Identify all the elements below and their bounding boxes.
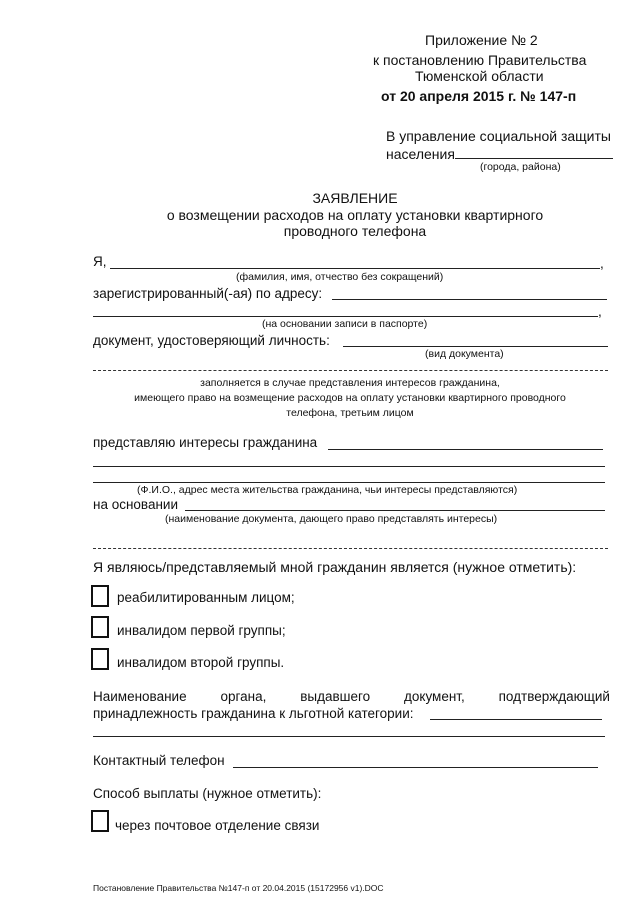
authority-word-2: органа, xyxy=(220,689,267,704)
passport-hint: (на основании записи в паспорте) xyxy=(262,318,428,330)
addressee-field[interactable] xyxy=(455,158,613,159)
basis-label: на основании xyxy=(93,497,179,512)
representative-note-3: телефона, третьим лицом xyxy=(286,407,414,419)
address-field[interactable] xyxy=(332,299,607,300)
basis-field[interactable] xyxy=(185,510,605,511)
authority-word-3: выдавшего xyxy=(300,689,371,704)
identity-document-hint: (вид документа) xyxy=(425,348,504,360)
rehabilitated-label: реабилитированным лицом; xyxy=(117,590,295,605)
disability-group-2-checkbox[interactable] xyxy=(91,648,109,670)
payment-method-question: Способ выплаты (нужное отметить): xyxy=(93,786,322,801)
authority-word-1: Наименование xyxy=(93,689,187,704)
decree-date-number: от 20 апреля 2015 г. № 147-п xyxy=(381,88,577,104)
document-footer: Постановление Правительства №147-п от 20.04.2015 (15172956 v1).DOC xyxy=(93,883,384,893)
name-comma: , xyxy=(600,256,604,271)
address-field-line2[interactable] xyxy=(93,316,598,317)
identity-document-label: документ, удостоверяющий личность: xyxy=(93,333,330,348)
i-label: Я, xyxy=(93,254,107,269)
issuing-authority-field[interactable] xyxy=(430,719,602,720)
representative-note-1: заполняется в случае представления интересов гражданина, xyxy=(200,377,500,389)
authority-word-5: подтверждающий xyxy=(498,689,610,704)
registered-address-label: зарегистрированный(-ая) по адресу: xyxy=(93,286,323,301)
basis-hint: (наименование документа, дающего право представлять интересы) xyxy=(165,513,498,525)
status-question: Я являюсь/представляемый мной гражданин является (нужное отметить): xyxy=(93,559,577,575)
rehabilitated-checkbox[interactable] xyxy=(91,585,109,607)
representative-note-2: имеющего право на возмещение расходов на оплату установки квартирного проводного xyxy=(134,392,566,404)
section-separator xyxy=(93,370,608,371)
represented-citizen-field[interactable] xyxy=(328,449,603,450)
issuing-authority-label xyxy=(93,689,610,704)
addressee-line2: населения xyxy=(386,146,455,162)
post-office-label: через почтовое отделение связи xyxy=(115,818,320,833)
identity-document-field[interactable] xyxy=(343,346,608,347)
authority-word-4: документ, xyxy=(404,689,465,704)
disability-group-1-checkbox[interactable] xyxy=(91,616,109,638)
represented-citizen-field-line2[interactable] xyxy=(93,466,605,467)
contact-phone-field[interactable] xyxy=(233,767,598,768)
statement-subtitle-1: о возмещении расходов на оплату установки квартирного xyxy=(166,207,544,223)
section-separator-2 xyxy=(93,548,608,549)
full-name-hint: (фамилия, имя, отчество без сокращений) xyxy=(236,271,444,283)
contact-phone-label: Контактный телефон xyxy=(93,753,225,768)
decree-reference: к постановлению Правительства xyxy=(373,52,587,68)
statement-title: ЗАЯВЛЕНИЕ xyxy=(312,190,398,206)
addressee-hint: (города, района) xyxy=(480,161,561,173)
represented-citizen-hint: (Ф.И.О., адрес места жительства гражданина, чьи интересы представляются) xyxy=(137,484,518,496)
disability-group-2-label: инвалидом второй группы. xyxy=(117,655,285,670)
region-name: Тюменской области xyxy=(415,68,544,84)
category-affiliation-label: принадлежность гражданина к льготной категории: xyxy=(93,706,414,721)
full-name-field[interactable] xyxy=(110,268,600,269)
appendix-number: Приложение № 2 xyxy=(425,32,538,48)
addressee-line1: В управление социальной защиты xyxy=(386,128,611,144)
disability-group-1-label: инвалидом первой группы; xyxy=(117,623,286,638)
post-office-checkbox[interactable] xyxy=(91,810,109,832)
statement-subtitle-2: проводного телефона xyxy=(283,223,427,239)
represented-citizen-field-line3[interactable] xyxy=(93,482,605,483)
represent-interests-label: представляю интересы гражданина xyxy=(93,435,318,450)
issuing-authority-field-line2[interactable] xyxy=(93,736,605,737)
address-comma: , xyxy=(598,304,602,319)
